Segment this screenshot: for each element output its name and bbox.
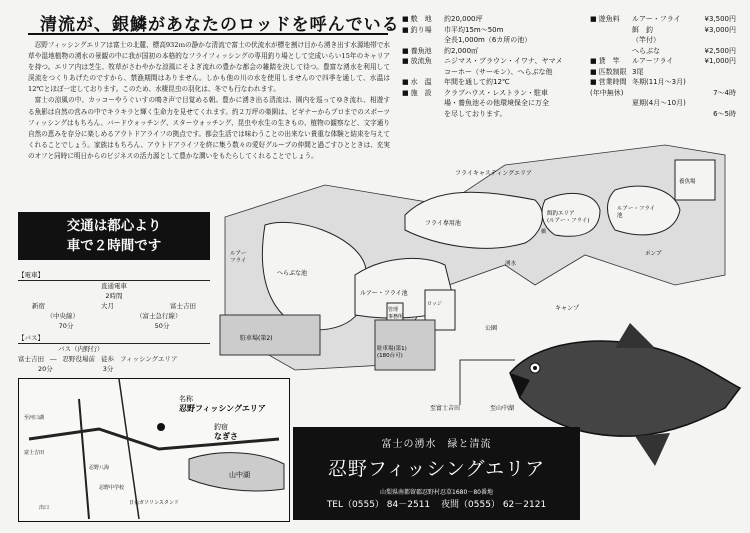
- svg-text:忍野八海: 忍野八海: [89, 465, 110, 471]
- info-row-fishing: ■ 釣り場 巾平均15m～50m 全長1,000m（6カ所の池）: [402, 25, 563, 46]
- train-heading: 【電車】: [18, 270, 210, 281]
- lure-fly-1-label: ルアー・フライ池: [617, 206, 656, 219]
- fee-row: ■ 営業時間 冬期(11月～3月): [590, 77, 736, 88]
- bridge-label: 橋: [541, 229, 547, 235]
- fly-casting-label: フライキャスティングエリア: [455, 170, 532, 177]
- svg-text:名称: 名称: [179, 395, 193, 403]
- facility-info: [402, 14, 563, 119]
- svg-text:富士吉田: 富士吉田: [24, 450, 45, 456]
- pump-label: ポンプ: [645, 251, 662, 257]
- intro-paragraph-2: 富士の涼風の中、カッコーやうぐいすの鳴き声で目覚める朝。豊かに湧き出る清流は、園内を巡ってゆき流れ、相遊する魚影は自然の営みの中でキラキラと輝く生命力を見せてくれます。約２万坪の楽園は、ビギナーからプロまでのスポーツフィッシングはもちろん、バードウォッチング、スターウォッチング、昆虫や水生の生きもの、植物の観察など、文字通り自然の恵みを存分に楽しめるアウトドアライフの拠点です。都会生活では味わうことの出来ない貴重な体験と結束を与えてくれることでしょう。家族はもちろん、アウトドアライフを終に集う数々の愛好グループの仲間と過ごすひとときは、充実のオフと同時に明日からのビジネスの活力源として豊かな潤いをもたらしてくれることでしょう。: [28, 96, 390, 160]
- office-label: 管理事務所: [388, 307, 404, 320]
- title-underline: [28, 33, 388, 35]
- hera-label: へらぶな池: [277, 270, 308, 277]
- parking-2-label: 駐車場(第2): [240, 335, 273, 342]
- info-row-temp: ■ 水 温 年間を通して約12℃: [402, 77, 563, 88]
- info-row-facilities: ■ 施 設 クラブハウス・レストラン・駐車 場・養魚池その他環境保全に万全 を尽しております。: [402, 88, 563, 120]
- bus-heading: 【バス】: [18, 333, 210, 344]
- svg-text:忍野フィッシングエリア: 忍野フィッシングエリア: [179, 404, 266, 413]
- trout-body: [510, 341, 740, 436]
- footer-slogan: 富士の湧水 緑と清流: [381, 439, 492, 450]
- svg-text:忍野中学校: 忍野中学校: [99, 485, 125, 491]
- footer-address: 山梨県南都留郡忍野村忍草1680－80番地: [380, 489, 493, 496]
- intro-paragraph-1: 忍野フィッシングエリアは富士の北麓、標高932ｍの静かな清流で富士の伏流水が標を割け目から湧き出す水源地帯で水草や湿地植物の湧水の景観の中に我が国初の本格的なフライフィッシングの専用釣り場として完成いらい15年のキャリアを持つ。エリア内は芝生、牧草がさわやかな涼風にそよぎ流れの豊かな都会の雑踏を決して待つ。豊富な湧水を利用して渓流をつくりあげたのですから、禁漁期間はありません。しかも他の川の水を使用しませんので四季を通して、水温は12℃とほぼ一定しております。このため、水棲昆虫の羽化は、冬でも行なわれます。: [28, 41, 390, 94]
- access-banner: 交通は都心より 車で２時間です: [18, 212, 210, 260]
- spring-label: 湧水: [505, 261, 517, 267]
- svg-text:釣宿: 釣宿: [214, 423, 228, 431]
- footer-phone: TEL（0555） 84－2511 夜間（0555） 62－2121: [326, 500, 547, 510]
- fee-row: 夏期(4月～10月): [632, 99, 686, 107]
- svg-text:なぎさ: なぎさ: [214, 432, 238, 441]
- lure-fly-2-label: ルアー・フライ池: [360, 290, 408, 297]
- fee-row: 餌 釣 ¥3,000円: [632, 25, 736, 34]
- fishing-area-marker: [157, 423, 165, 431]
- trout-fin: [635, 433, 670, 466]
- fee-row: (年中無休) 7～4時: [590, 88, 736, 97]
- footer-name: 忍野フィッシングエリア: [327, 458, 546, 480]
- main-road: [29, 429, 279, 449]
- svg-text:至河口湖: 至河口湖: [24, 415, 45, 421]
- access-info: 【電車】 直通電車 2時間 新宿 大月 富士吉田 （中央線） （富士急行線） 70分 50分 【バス】 バス（内野行） 富士吉田 ― 忍野役場前 徒歩 フィッシングエリア 20分 3分: [18, 268, 210, 398]
- trout-dorsal-fin: [615, 323, 655, 348]
- fee-row: ■ 貸 竿 ルアーフライ ¥1,000円: [590, 56, 736, 67]
- fly-only-label: フライ専用池: [425, 220, 461, 227]
- road-1-label: 至富士吉田: [430, 405, 461, 412]
- fee-row: 6～5時: [713, 109, 736, 118]
- fee-row: ■ 匹数制限 3尾: [590, 67, 736, 78]
- footer-panel: [293, 427, 580, 520]
- fee-table: [590, 14, 736, 119]
- parking-1-label: 駐車場(第1) (180台可): [377, 346, 407, 359]
- info-row-area: ■ 敷 地 約20,000坪: [402, 14, 563, 25]
- parking-1: [375, 320, 435, 370]
- svg-text:日石ガソリンスタンド: 日石ガソリンスタンド: [129, 500, 179, 506]
- road-2-label: 至山中湖: [490, 405, 515, 412]
- fee-row: （竿付）: [632, 36, 660, 44]
- svg-text:山中湖: 山中湖: [229, 471, 250, 479]
- info-row-pond: ■ 養魚池 約2,000㎡: [402, 46, 563, 57]
- camp-label: キャンプ: [555, 305, 580, 312]
- svg-text:出口: 出口: [39, 505, 50, 511]
- fee-row: ■ 遊魚料 ルアー・フライ ¥3,500円: [590, 14, 736, 25]
- lure-fly-pond-label: ルアーフライ: [230, 251, 247, 264]
- hatchery-label: 養魚場: [679, 179, 696, 185]
- bait-label: 餌釣エリア(ルアー・フライ): [547, 211, 590, 224]
- local-map: [18, 378, 290, 522]
- park-label: 公園: [485, 325, 498, 332]
- page-title: 清流が、銀鱗があなたのロッドを呼んでいる: [40, 15, 400, 35]
- info-row-fish: ■ 放流魚 ニジマス・ブラウン・イワナ、ヤマメ コーホー（サーモン）、へらぶな他: [402, 56, 563, 77]
- lodge-label: ロッジ: [427, 301, 442, 307]
- fee-row: へらぶな ¥2,500円: [632, 46, 736, 55]
